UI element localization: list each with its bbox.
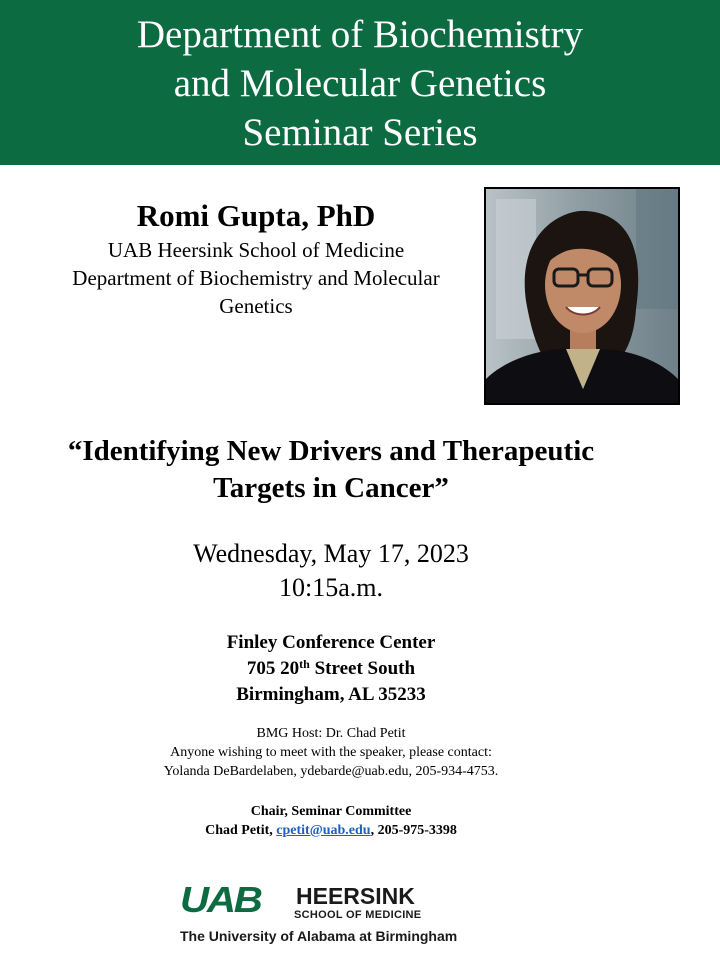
chair-info (0, 802, 662, 840)
street-number: 705 20 (246, 658, 300, 679)
speaker-affiliation-1: UAB Heersink School of Medicine (107, 238, 405, 262)
talk-title-line-1: “Identifying New Drivers and Therapeutic (67, 435, 595, 467)
venue-street (0, 656, 662, 682)
venue (0, 630, 662, 708)
speaker-portrait-illustration (486, 189, 678, 403)
banner-line-1: Department of Biochemistry (136, 13, 584, 56)
street-ordinal: th (299, 657, 310, 671)
chair-contact-line (0, 821, 662, 840)
contact-info (0, 724, 662, 781)
contact-person-line: Yolanda DeBardelaben, ydebarde@uab.edu, 205-934-4753. (163, 764, 499, 779)
speaker-affiliation-2: Department of Biochemistry and Molecular (72, 266, 440, 290)
seminar-date: Wednesday, May 17, 2023 (193, 539, 469, 568)
venue-city: Birmingham, AL 35233 (236, 684, 426, 705)
meet-speaker-line: Anyone wishing to meet with the speaker, please contact: (170, 745, 492, 760)
chair-title: Chair, Seminar Committee (250, 804, 412, 819)
talk-title (0, 433, 662, 507)
street-name: Street South (309, 658, 416, 679)
seminar-time: 10:15a.m. (279, 573, 383, 602)
chair-phone: , 205-975-3398 (370, 823, 457, 838)
speaker-info (30, 196, 482, 320)
speaker-name: Romi Gupta, PhD (136, 198, 376, 233)
uab-logo-mark: UAB (180, 879, 261, 920)
uab-heersink-logo (178, 879, 508, 952)
school-of-medicine-logo-text: SCHOOL OF MEDICINE (294, 909, 422, 921)
university-name: The University of Alabama at Birmingham (180, 928, 458, 944)
talk-title-line-2: Targets in Cancer” (213, 472, 449, 504)
schedule (0, 537, 662, 605)
banner-line-2: and Molecular Genetics (173, 62, 547, 105)
host-line: BMG Host: Dr. Chad Petit (256, 726, 406, 741)
header-banner (0, 0, 720, 165)
chair-name: Chad Petit, (205, 823, 277, 838)
speaker-photo (484, 187, 680, 405)
banner-line-3: Seminar Series (242, 111, 478, 154)
heersink-logo-text: HEERSINK (296, 883, 415, 909)
chair-email-link[interactable]: cpetit@uab.edu (276, 823, 371, 838)
speaker-affiliation-3: Genetics (219, 294, 293, 318)
venue-name: Finley Conference Center (226, 632, 436, 653)
